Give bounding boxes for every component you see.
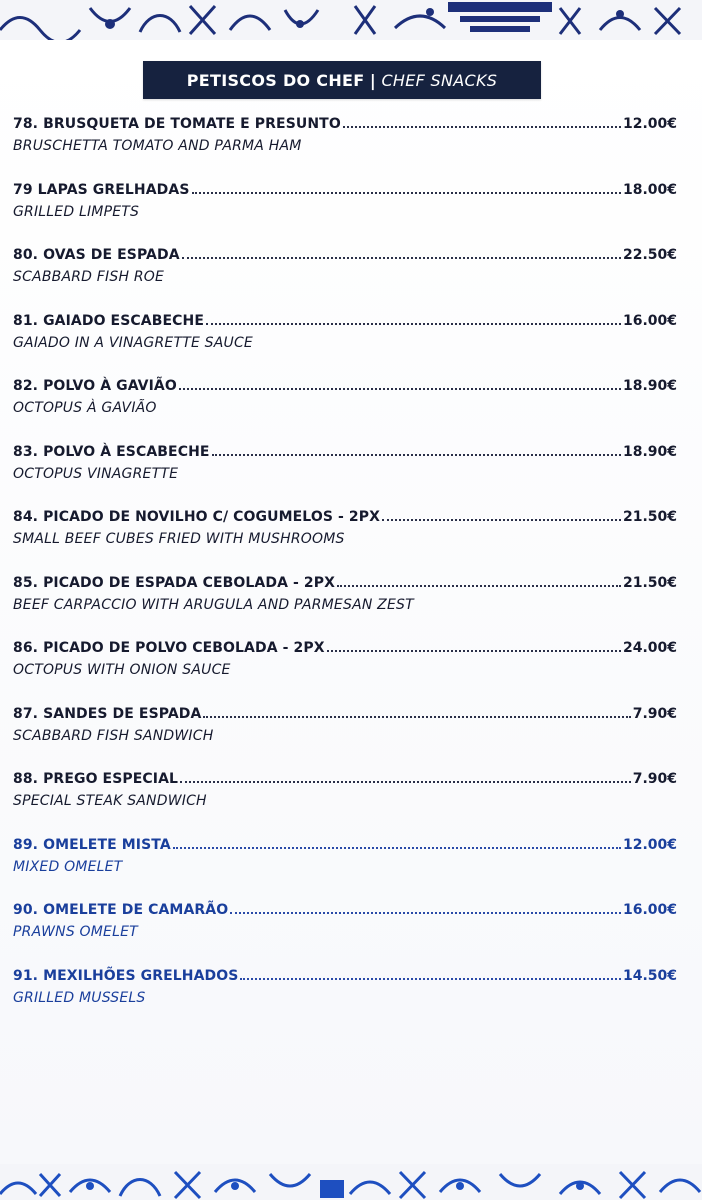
menu-item-91 xyxy=(13,968,677,1034)
dot-leader xyxy=(182,256,621,259)
item-name: 82. POLVO À GAVIÃO xyxy=(13,378,177,394)
item-price: 21.50€ xyxy=(622,509,677,525)
dot-leader xyxy=(206,322,621,325)
item-translation: MIXED OMELET xyxy=(13,858,123,875)
item-name: 85. PICADO DE ESPADA CEBOLADA - 2PX xyxy=(13,574,335,591)
item-price: 7.90€ xyxy=(632,771,677,787)
section-header xyxy=(143,61,541,99)
item-name: 86. PICADO DE POLVO CEBOLADA - 2PX xyxy=(13,640,325,656)
item-name: 80. OVAS DE ESPADA xyxy=(13,247,180,263)
menu-item-84 xyxy=(13,509,677,575)
item-translation: OCTOPUS À GAVIÃO xyxy=(13,400,157,416)
menu-item-89 xyxy=(13,837,677,903)
item-translation: SCABBARD FISH SANDWICH xyxy=(13,727,214,744)
item-name: 78. BRUSQUETA DE TOMATE E PRESUNTO xyxy=(13,116,341,132)
item-price: 18.00€ xyxy=(622,181,677,198)
dot-leader xyxy=(230,911,621,914)
menu-item-78 xyxy=(13,116,677,182)
item-price: 7.90€ xyxy=(632,705,677,722)
item-name: 79 LAPAS GRELHADAS xyxy=(13,181,190,198)
item-name: 90. OMELETE DE CAMARÃO xyxy=(13,902,229,918)
section-title-separator: | xyxy=(369,70,377,90)
dot-leader xyxy=(343,125,621,128)
item-translation: SMALL BEEF CUBES FRIED WITH MUSHROOMS xyxy=(13,531,345,547)
item-translation: PRAWNS OMELET xyxy=(13,924,138,940)
top-azulejo-border xyxy=(0,0,702,40)
item-translation: OCTOPUS WITH ONION SAUCE xyxy=(13,662,231,678)
item-price: 12.00€ xyxy=(622,836,677,853)
item-name: 91. MEXILHÕES GRELHADOS xyxy=(13,967,239,984)
menu-item-82 xyxy=(13,378,677,444)
dot-leader xyxy=(212,453,621,456)
bottom-azulejo-border xyxy=(0,1164,702,1200)
azulejo-pattern-bottom xyxy=(0,1164,702,1200)
item-translation: OCTOPUS VINAGRETTE xyxy=(13,465,179,482)
menu-item-80 xyxy=(13,247,677,313)
item-name: 84. PICADO DE NOVILHO C/ COGUMELOS - 2PX xyxy=(13,509,380,525)
item-translation: BEEF CARPACCIO WITH ARUGULA AND PARMESAN ZEST xyxy=(13,596,414,613)
item-name: 83. POLVO À ESCABECHE xyxy=(13,443,210,460)
dot-leader xyxy=(337,584,621,587)
menu-item-90 xyxy=(13,902,677,968)
dot-leader xyxy=(173,846,621,849)
menu-item-85 xyxy=(13,575,677,641)
item-price: 21.50€ xyxy=(622,574,677,591)
item-translation: GAIADO IN A VINAGRETTE SAUCE xyxy=(13,334,253,351)
dot-leader xyxy=(192,191,621,194)
dot-leader xyxy=(203,715,630,718)
dot-leader xyxy=(382,518,621,521)
menu-item-87 xyxy=(13,706,677,772)
section-title-pt: PETISCOS DO CHEF xyxy=(186,70,365,90)
menu-item-86 xyxy=(13,640,677,706)
menu-page xyxy=(0,40,702,1164)
item-price: 12.00€ xyxy=(622,116,677,132)
item-name: 89. OMELETE MISTA xyxy=(13,836,171,853)
dot-leader xyxy=(180,780,631,783)
item-translation: SCABBARD FISH ROE xyxy=(13,269,165,285)
item-price: 14.50€ xyxy=(622,967,677,984)
section-title-en: CHEF SNACKS xyxy=(381,70,498,90)
menu-item-88 xyxy=(13,771,677,837)
azulejo-pattern-top xyxy=(0,0,702,40)
item-price: 18.90€ xyxy=(622,378,677,394)
item-price: 16.00€ xyxy=(622,902,677,918)
item-price: 24.00€ xyxy=(622,640,677,656)
menu-item-81 xyxy=(13,313,677,379)
menu-item-83 xyxy=(13,444,677,510)
item-translation: GRILLED MUSSELS xyxy=(13,989,146,1006)
item-translation: BRUSCHETTA TOMATO AND PARMA HAM xyxy=(13,138,302,154)
item-price: 22.50€ xyxy=(622,247,677,263)
item-name: 87. SANDES DE ESPADA xyxy=(13,705,202,722)
item-translation: SPECIAL STEAK SANDWICH xyxy=(13,793,207,809)
dot-leader xyxy=(327,649,621,652)
menu-list xyxy=(13,116,677,1033)
item-translation: GRILLED LIMPETS xyxy=(13,203,140,220)
item-name: 88. PREGO ESPECIAL xyxy=(13,771,179,787)
dot-leader xyxy=(240,977,621,980)
item-price: 16.00€ xyxy=(622,312,677,329)
dot-leader xyxy=(179,387,621,390)
item-price: 18.90€ xyxy=(622,443,677,460)
menu-item-79 xyxy=(13,182,677,248)
item-name: 81. GAIADO ESCABECHE xyxy=(13,312,204,329)
